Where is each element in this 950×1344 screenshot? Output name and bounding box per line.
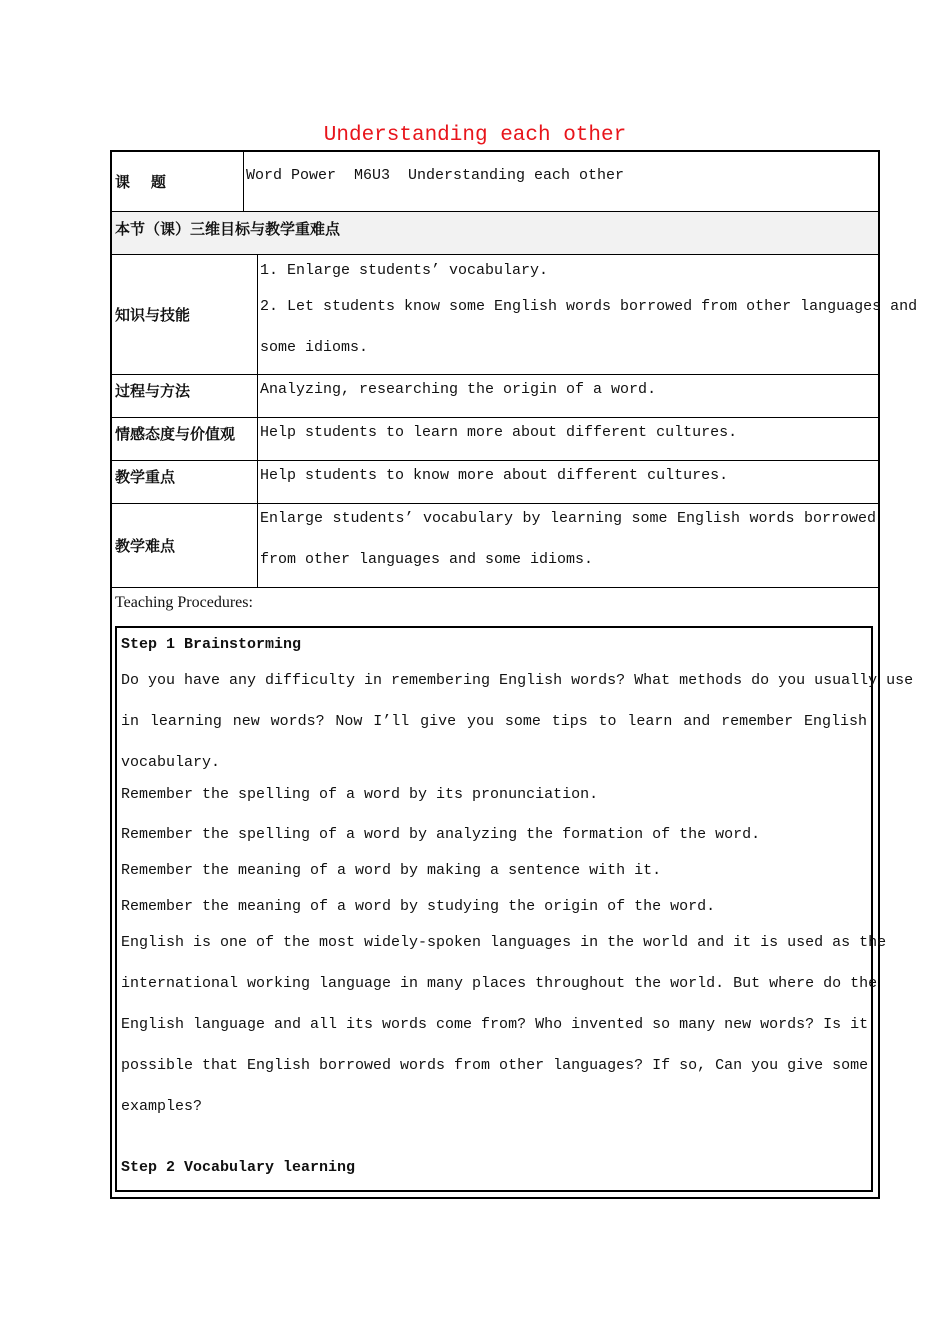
difficulty-line-1: Enlarge students’ vocabulary by learning some English words borrowed xyxy=(260,510,876,527)
step2-title: Step 2 Vocabulary learning xyxy=(121,1159,356,1176)
step1-title: Step 1 Brainstorming xyxy=(121,636,302,653)
key-point-row xyxy=(112,461,878,504)
step1-para2-line5: examples? xyxy=(121,1098,203,1115)
difficulty-line-2: from other languages and some idioms. xyxy=(260,551,594,568)
tip-4: Remember the meaning of a word by studying the origin of the word. xyxy=(121,898,716,915)
key-point-value xyxy=(258,461,878,503)
step1-para2-line1: English is one of the most widely-spoken languages in the world and it is used as the xyxy=(121,934,887,951)
process-value xyxy=(258,375,878,417)
header-label: 课 题 xyxy=(112,152,244,211)
process-text: Analyzing, researching the origin of a word. xyxy=(260,381,657,398)
knowledge-line-2: 2. Let students know some English words borrowed from other languages and xyxy=(260,298,918,315)
key-point-label: 教学重点 xyxy=(112,461,258,503)
section-heading-row xyxy=(112,212,878,255)
difficulty-row xyxy=(112,504,878,588)
knowledge-value xyxy=(258,255,918,374)
knowledge-line-1: 1. Enlarge students’ vocabulary. xyxy=(260,262,549,279)
step1-para1-line2: in learning new words? Now I’ll give you some tips to learn and remember English xyxy=(121,713,867,730)
difficulty-label: 教学难点 xyxy=(112,504,258,587)
emotion-text: Help students to learn more about different cultures. xyxy=(260,424,738,441)
step1-para1-line1: Do you have any difficulty in remembering English words? What methods do you usually use xyxy=(121,672,914,689)
step1-para2-line4: possible that English borrowed words from other languages? If so, Can you give some xyxy=(121,1057,869,1074)
tip-2: Remember the spelling of a word by analyzing the formation of the word. xyxy=(121,826,761,843)
procedures-label: Teaching Procedures: xyxy=(115,594,253,611)
header-value-text: Word Power M6U3 Understanding each other xyxy=(246,167,625,184)
knowledge-line-3: some idioms. xyxy=(260,339,369,356)
difficulty-value xyxy=(258,504,878,587)
tip-1: Remember the spelling of a word by its pronunciation. xyxy=(121,786,599,803)
emotion-row xyxy=(112,418,878,461)
emotion-value xyxy=(258,418,878,460)
step1-para2-line3: English language and all its words come from? Who invented so many new words? Is it xyxy=(121,1016,869,1033)
key-point-text: Help students to know more about different cultures. xyxy=(260,467,729,484)
process-row xyxy=(112,375,878,418)
process-label: 过程与方法 xyxy=(112,375,258,417)
header-value xyxy=(244,152,878,211)
knowledge-label: 知识与技能 xyxy=(112,255,258,374)
step1-para1-line3: vocabulary. xyxy=(121,754,221,771)
knowledge-row xyxy=(112,255,918,375)
lesson-table xyxy=(110,150,918,1199)
tip-3: Remember the meaning of a word by making a sentence with it. xyxy=(121,862,662,879)
page-title: Understanding each other xyxy=(323,124,627,147)
header-row xyxy=(112,152,878,212)
step1-para2-line2: international working language in many places throughout the world. But where do the xyxy=(121,975,878,992)
section-heading: 本节（课）三维目标与教学重难点 xyxy=(115,220,341,238)
procedures-box xyxy=(115,626,914,1192)
emotion-label: 情感态度与价值观 xyxy=(112,418,258,460)
